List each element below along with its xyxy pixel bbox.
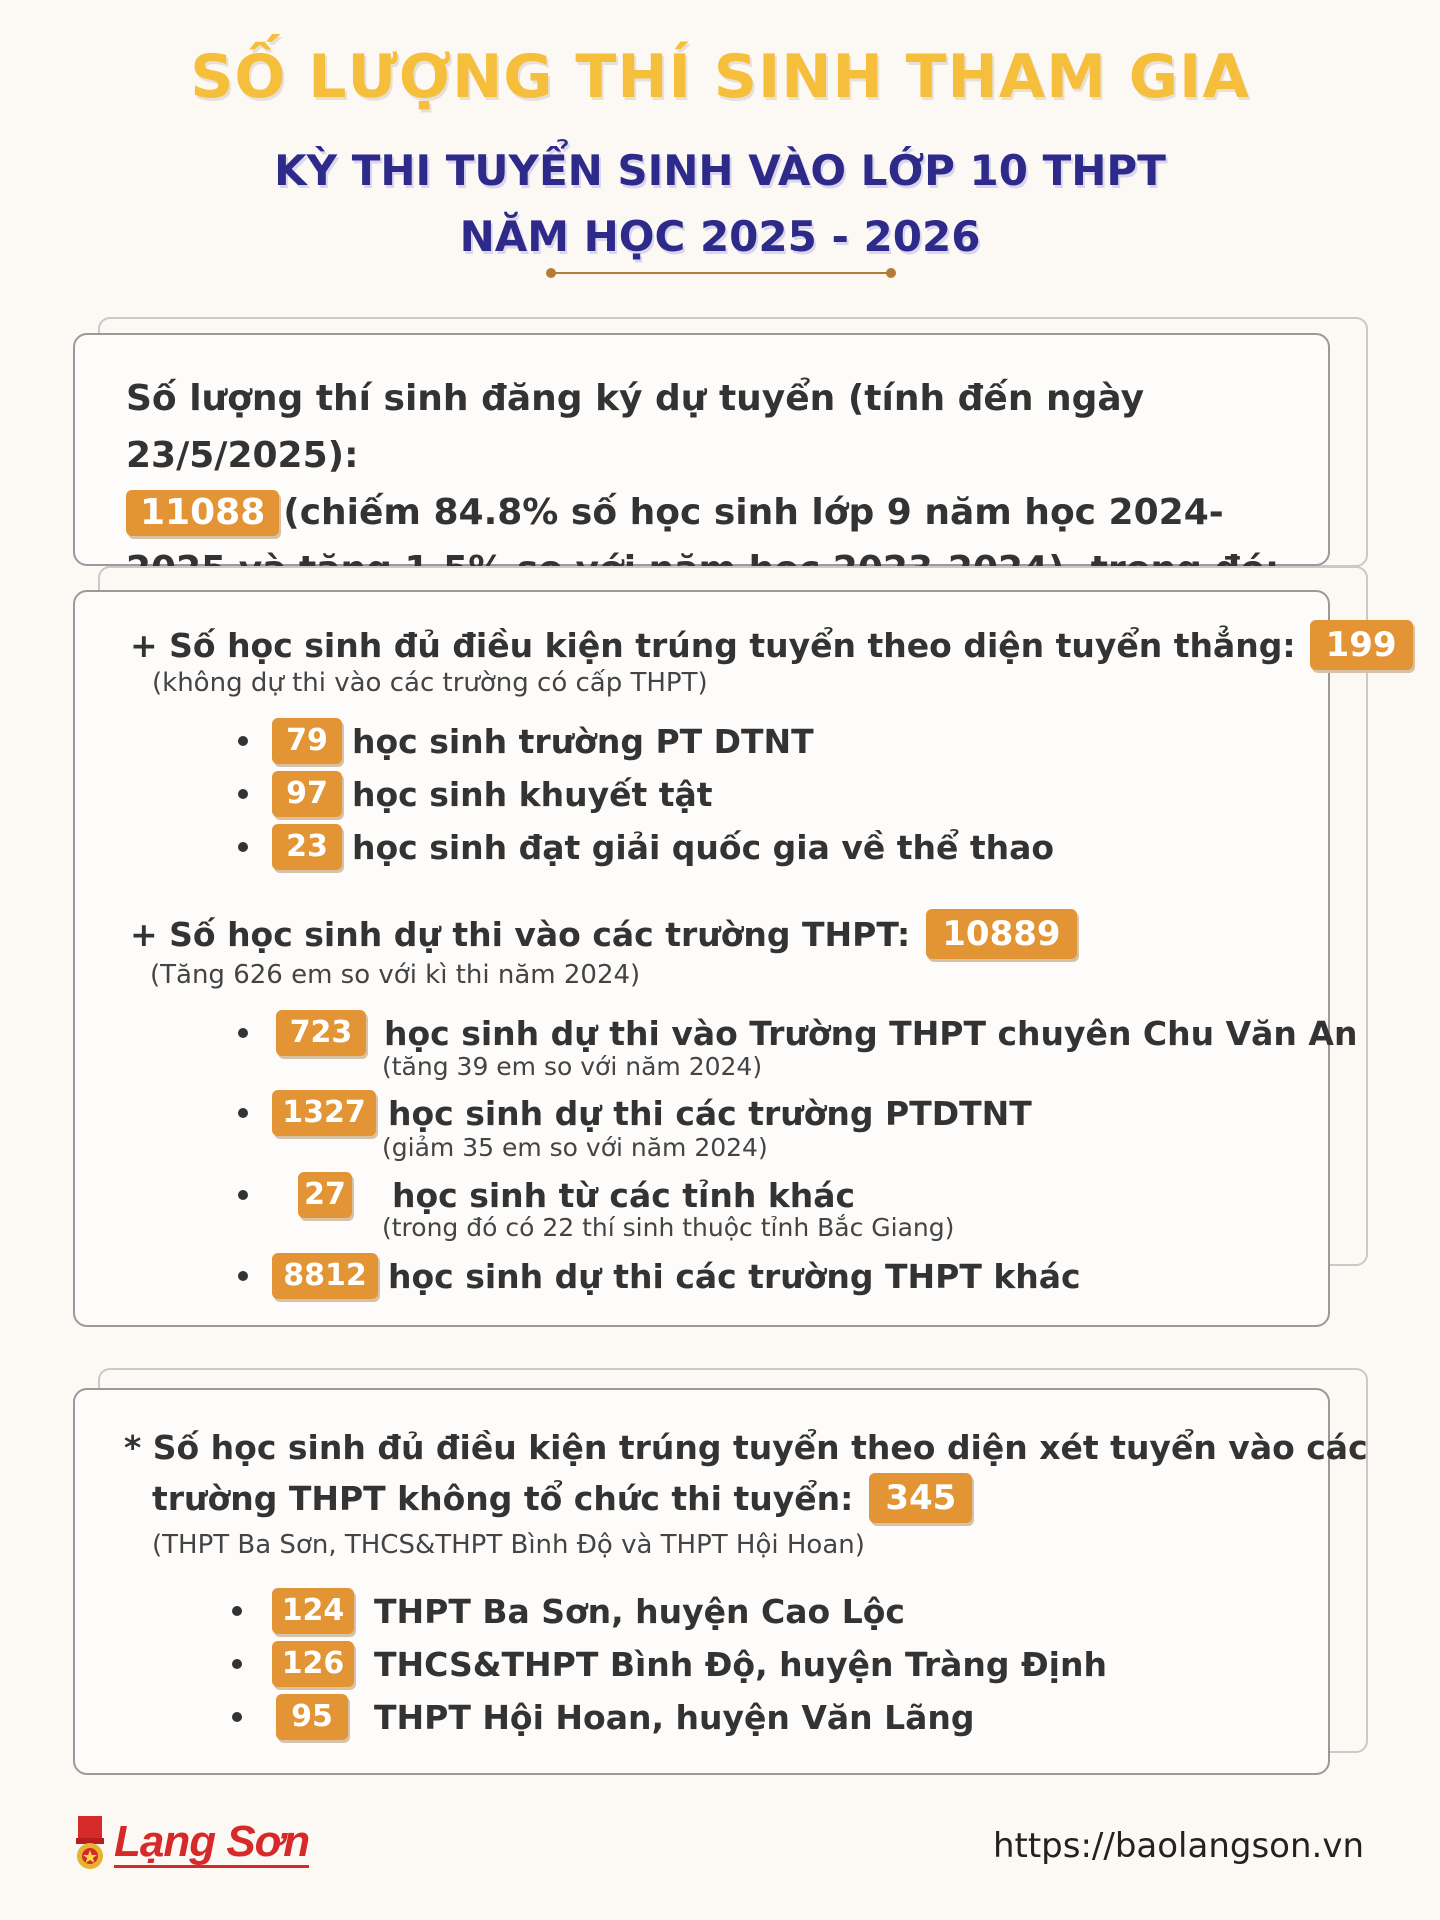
selection-heading-text: trường THPT không tổ chức thi tuyển:: [152, 1478, 854, 1518]
bullet-icon: [232, 1712, 242, 1722]
bullet-icon: [232, 1659, 242, 1669]
bullet-icon: [238, 842, 248, 852]
bullet-icon: [238, 1028, 248, 1038]
page-subtitle: [0, 138, 1440, 270]
direct-admission-heading: [130, 620, 1413, 670]
exam-takers-note: (Tăng 626 em so với kì thi năm 2024): [150, 960, 641, 990]
bullet-icon: [238, 1108, 248, 1118]
item-label: THPT Hội Hoan, huyện Văn Lãng: [374, 1697, 975, 1737]
item-note: (tăng 39 em so với năm 2024): [382, 1052, 763, 1081]
count-badge: 97: [272, 771, 342, 817]
item-note: (giảm 35 em so với năm 2024): [382, 1133, 768, 1162]
list-item: [232, 1641, 1107, 1687]
item-label: THCS&THPT Bình Độ, huyện Tràng Định: [374, 1644, 1107, 1684]
page-title: SỐ LƯỢNG THÍ SINH THAM GIA: [190, 42, 1250, 112]
item-label: học sinh từ các tỉnh khác: [392, 1175, 856, 1215]
direct-admission-total-badge: 199: [1310, 620, 1413, 670]
bullet-icon: [232, 1606, 242, 1616]
item-label: học sinh đạt giải quốc gia về thể thao: [352, 827, 1055, 867]
item-label: học sinh khuyết tật: [352, 774, 713, 814]
exam-takers-total-badge: 10889: [926, 909, 1076, 959]
bullet-icon: [238, 789, 248, 799]
list-item: [238, 1010, 1357, 1056]
exam-takers-heading: [130, 909, 1077, 959]
subtitle-line-2: NĂM HỌC 2025 - 2026: [459, 212, 981, 261]
summary-detail: (chiếm 84.8% số học sinh lớp 9 năm học 2024-: [283, 492, 1224, 533]
count-badge: 95: [276, 1694, 348, 1740]
selection-heading-line-1: * Số học sinh đủ điều kiện trúng tuyển theo diện xét tuyển vào các: [124, 1428, 1368, 1467]
count-badge: 8812: [272, 1253, 378, 1299]
logo-text: Lạng Sơn: [114, 1816, 310, 1866]
bullet-icon: [238, 1271, 248, 1281]
selection-heading-line-2: [152, 1473, 972, 1523]
title-divider: [550, 272, 892, 274]
list-item: [238, 1172, 855, 1218]
item-label: học sinh dự thi vào Trường THPT chuyên Chu Văn An: [384, 1013, 1358, 1053]
item-label: THPT Ba Sơn, huyện Cao Lộc: [374, 1591, 905, 1631]
count-badge: 124: [272, 1588, 354, 1634]
count-badge: 723: [276, 1010, 366, 1056]
website-url-link[interactable]: https://baolangson.vn: [992, 1826, 1364, 1866]
selection-total-badge: 345: [869, 1473, 972, 1523]
newspaper-logo[interactable]: [72, 1814, 309, 1872]
summary-intro: Số lượng thí sinh đăng ký dự tuyển (tính đến ngày 23/5/2025):: [126, 378, 1145, 476]
list-item: [238, 771, 713, 817]
count-badge: 27: [298, 1172, 352, 1218]
summary-text: [126, 370, 1306, 598]
count-badge: 1327: [272, 1090, 376, 1136]
item-label: học sinh dự thi các trường THPT khác: [388, 1256, 1081, 1296]
bullet-icon: [238, 1190, 248, 1200]
total-registered-badge: 11088: [126, 490, 279, 536]
list-item: [232, 1588, 905, 1634]
direct-admission-heading-text: + Số học sinh đủ điều kiện trúng tuyển theo diện tuyển thẳng:: [130, 625, 1296, 665]
item-note: (trong đó có 22 thí sinh thuộc tỉnh Bắc Giang): [382, 1213, 955, 1242]
list-item: [238, 718, 814, 764]
list-item: [232, 1694, 975, 1740]
selection-note: (THPT Ba Sơn, THCS&THPT Bình Độ và THPT Hội Hoan): [152, 1530, 865, 1560]
count-badge: 79: [272, 718, 342, 764]
item-label: học sinh trường PT DTNT: [352, 721, 814, 761]
count-badge: 23: [272, 824, 342, 870]
item-label: học sinh dự thi các trường PTDTNT: [388, 1093, 1032, 1133]
list-item: [238, 1090, 1032, 1136]
exam-takers-heading-text: + Số học sinh dự thi vào các trường THPT:: [130, 914, 911, 954]
direct-admission-note: (không dự thi vào các trường có cấp THPT): [152, 668, 708, 698]
count-badge: 126: [272, 1641, 354, 1687]
list-item: [238, 1253, 1081, 1299]
emblem-icon: [72, 1814, 108, 1872]
bullet-icon: [238, 736, 248, 746]
list-item: [238, 824, 1054, 870]
subtitle-line-1: KỲ THI TUYỂN SINH VÀO LỚP 10 THPT: [274, 146, 1166, 195]
